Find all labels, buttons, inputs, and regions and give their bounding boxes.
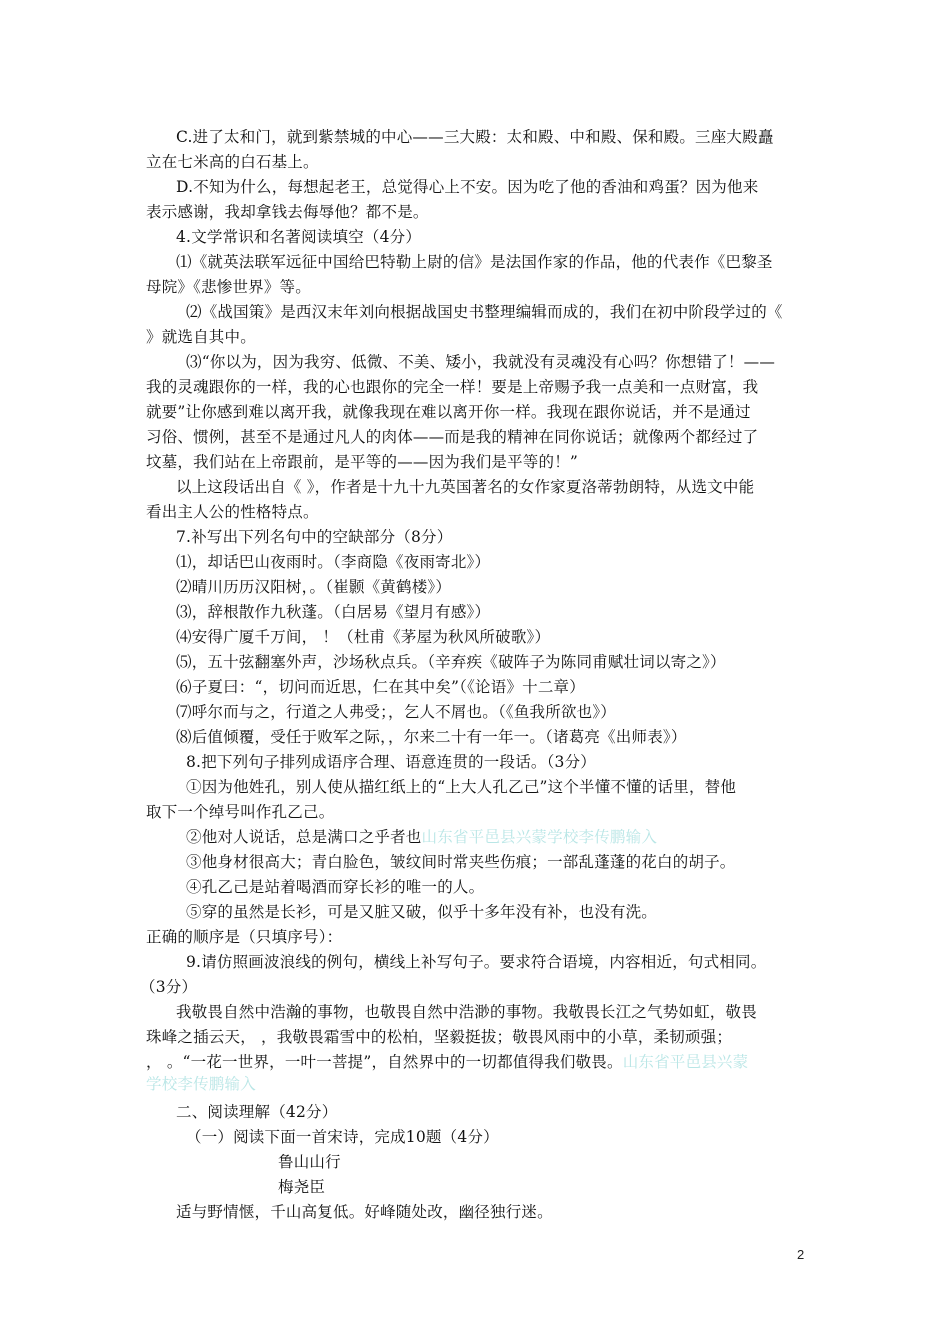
c-option-line-1: C.进了太和门，就到紫禁城的中心——三大殿：太和殿、中和殿、保和殿。三座大殿矗 bbox=[176, 128, 774, 146]
page-number: 2 bbox=[797, 1247, 805, 1262]
watermark-split-a: 山东省平邑县兴蒙 bbox=[622, 1053, 749, 1071]
q7-item-3: ⑶，辞根散作九秋蓬。（白居易《望月有感》） bbox=[176, 603, 491, 621]
q9-passage-line-3 bbox=[146, 1052, 748, 1072]
q4-item-3-line-5: 坟墓，我们站在上帝跟前，是平等的——因为我们是平等的！” bbox=[146, 453, 579, 471]
c-option-line-2: 立在七米高的白石基上。 bbox=[146, 153, 319, 171]
q4-item-3-line-4: 习俗、惯例，甚至不是通过凡人的肉体——而是我的精神在同你说话；就像两个都经过了 bbox=[146, 428, 759, 446]
q8-sentence-3: ③他身材很高大；青白脸色，皱纹间时常夹些伤痕；一部乱蓬蓬的花白的胡子。 bbox=[186, 853, 736, 871]
q4-item-1-line-1: ⑴《就英法联军远征中国给巴特勒上尉的信》是法国作家的作品，他的代表作《巴黎圣 bbox=[176, 253, 773, 271]
q4-item-2-line-1: ⑵《战国策》是西汉末年刘向根据战国史书整理编辑而成的，我们在初中阶段学过的《 bbox=[186, 303, 783, 321]
d-option-line-1: D.不知为什么，每想起老王，总觉得心上不安。因为吃了他的香油和鸡蛋？因为他来 bbox=[176, 178, 759, 196]
q9-passage-line-4 bbox=[146, 1074, 256, 1094]
q7-item-2: ⑵晴川历历汉阳树，。（崔颢《黄鹤楼》） bbox=[176, 578, 452, 596]
question-9-heading-line-2: （3分） bbox=[140, 978, 198, 996]
q7-item-5: ⑸，五十弦翻塞外声，沙场秋点兵。（辛弃疾《破阵子为陈同甫赋壮词以寄之》） bbox=[176, 653, 726, 671]
q8-sentence-2 bbox=[186, 827, 657, 847]
q4-item-3-line-6: 以上这段话出自《 》，作者是十九十九英国著名的女作家夏洛蒂勃朗特，从选文中能 bbox=[176, 478, 755, 496]
q4-item-2-line-2: 》就选自其中。 bbox=[146, 328, 256, 346]
q9-passage-line-1: 我敬畏自然中浩瀚的事物，也敬畏自然中浩渺的事物。我敬畏长江之气势如虹，敬畏 bbox=[176, 1003, 757, 1021]
q4-item-1-line-2: 母院》《悲惨世界》等。 bbox=[146, 278, 311, 296]
watermark-split-b: 学校李传鹏输入 bbox=[146, 1075, 256, 1093]
section-2-heading: 二、阅读理解（42分） bbox=[176, 1103, 338, 1121]
q7-item-8: ⑻后值倾覆，受任于败军之际，，尔来二十有一年一。（诸葛亮《出师表》） bbox=[176, 728, 687, 746]
q7-item-7: ⑺呼尔而与之，行道之人弗受；，乞人不屑也。（《鱼我所欲也》） bbox=[176, 703, 617, 721]
q4-item-3-line-2: 我的灵魂跟你的一样，我的心也跟你的完全一样！要是上帝赐予我一点美和一点财富，我 bbox=[146, 378, 759, 396]
d-option-line-2: 表示感谢，我却拿钱去侮辱他？都不是。 bbox=[146, 203, 429, 221]
q8-sentence-1-line-2: 取下一个绰号叫作孔乙己。 bbox=[146, 803, 335, 821]
section-2-part-1-heading: （一）阅读下面一首宋诗，完成10题（4分） bbox=[186, 1128, 499, 1146]
q9-passage-line-2: 珠峰之插云天， ，我敬畏霜雪中的松柏，坚毅挺拔；敬畏风雨中的小草，柔韧顽强； bbox=[146, 1028, 733, 1046]
poem-line-1: 适与野情惬，千山高复低。好峰随处改，幽径独行迷。 bbox=[176, 1203, 553, 1221]
question-8-heading: 8.把下列句子排列成语序合理、语意连贯的一段话。（3分） bbox=[186, 753, 597, 771]
question-4-heading: 4.文学常识和名著阅读填空（4分） bbox=[176, 228, 422, 246]
poem-author: 梅尧臣 bbox=[278, 1178, 326, 1196]
q9-passage-line-3-text: ， 。“一花一世界，一叶一菩提”，自然界中的一切都值得我们敬畏。 bbox=[146, 1053, 623, 1071]
question-7-heading: 7.补写出下列名句中的空缺部分（8分） bbox=[176, 528, 453, 546]
q4-item-3-line-3: 就要”让你感到难以离开我，就像我现在难以离开你一样。我现在跟你说话，并不是通过 bbox=[146, 403, 751, 421]
q7-item-1: ⑴，却话巴山夜雨时。（李商隐《夜雨寄北》） bbox=[176, 553, 491, 571]
q8-answer-prompt: 正确的顺序是（只填序号）： bbox=[146, 928, 343, 946]
q7-item-6: ⑹子夏曰：“，切问而近思，仁在其中矣”（《论语》十二章） bbox=[176, 678, 585, 696]
watermark-inline: 山东省平邑县兴蒙学校李传鹏输入 bbox=[421, 828, 658, 846]
q8-sentence-2-text: ②他对人说话，总是满口之乎者也 bbox=[186, 828, 422, 846]
q7-item-4: ⑷安得广厦千万间， ！（杜甫《茅屋为秋风所破歌》） bbox=[176, 628, 551, 646]
q8-sentence-1-line-1: ①因为他姓孔，别人使从描红纸上的“上大人孔乙己”这个半懂不懂的话里，替他 bbox=[186, 778, 737, 796]
q4-item-3-line-1: ⑶“你以为，因为我穷、低微、不美、矮小，我就没有灵魂没有心吗？你想错了！—— bbox=[186, 353, 776, 371]
question-9-heading-line-1: 9.请仿照画波浪线的例句，横线上补写句子。要求符合语境，内容相近，句式相同。 bbox=[186, 953, 767, 971]
poem-title: 鲁山山行 bbox=[278, 1153, 341, 1171]
q8-sentence-5: ⑤穿的虽然是长衫，可是又脏又破，似乎十多年没有补，也没有洗。 bbox=[186, 903, 658, 921]
q8-sentence-4: ④孔乙己是站着喝酒而穿长衫的唯一的人。 bbox=[186, 878, 485, 896]
q4-item-3-line-7: 看出主人公的性格特点。 bbox=[146, 503, 319, 521]
